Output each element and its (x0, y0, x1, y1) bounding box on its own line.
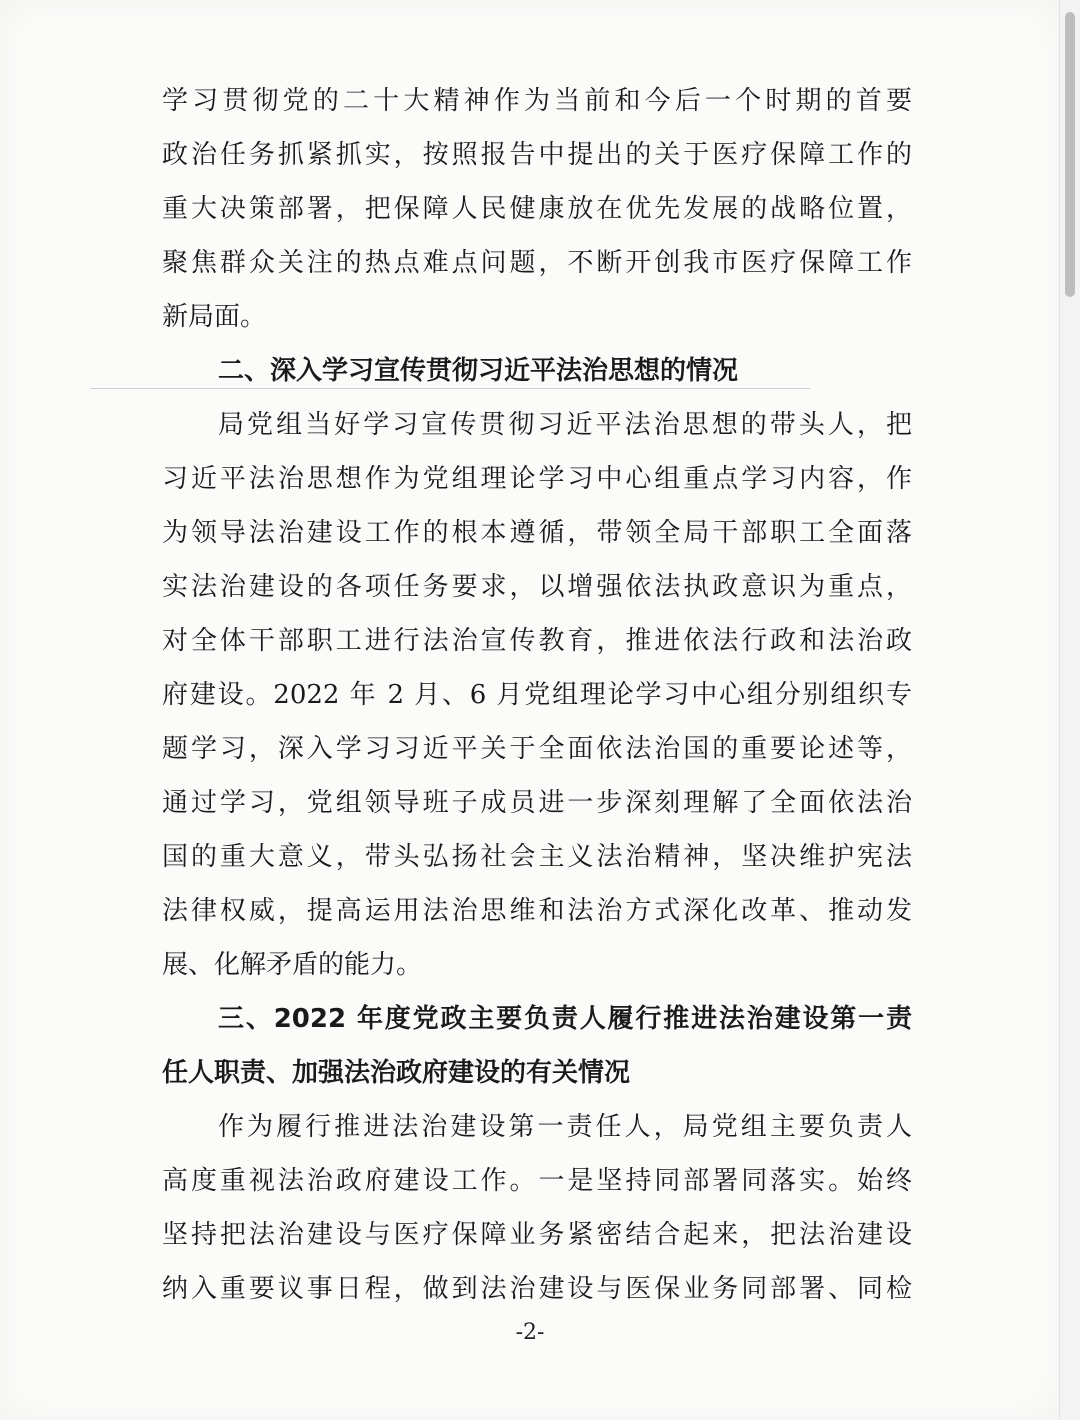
scrollbar-thumb[interactable] (1065, 12, 1075, 297)
section-heading-3-cont: 任人职责、加强法治政府建设的有关情况 (162, 1058, 631, 1088)
page-number: -2- (515, 1320, 545, 1345)
body-line: 新局面。 (162, 302, 267, 332)
scrollbar[interactable] (1059, 0, 1080, 1420)
body-line: 纳入重要议事日程，做到法治建设与医保业务同部署、同检 (162, 1274, 912, 1304)
document-body (162, 74, 912, 1316)
body-line: 对全体干部职工进行法治宣传教育，推进依法行政和法治政 (162, 626, 912, 656)
body-line: 国的重大意义，带头弘扬社会主义法治精神，坚决维护宪法 (162, 842, 912, 872)
body-line: 作为履行推进法治建设第一责任人，局党组主要负责人 (218, 1112, 912, 1142)
body-line: 重大决策部署，把保障人民健康放在优先发展的战略位置， (162, 194, 912, 224)
body-line: 坚持把法治建设与医疗保障业务紧密结合起来，把法治建设 (162, 1220, 912, 1250)
body-line: 习近平法治思想作为党组理论学习中心组重点学习内容，作 (162, 464, 912, 494)
body-line: 法律权威，提高运用法治思维和法治方式深化改革、推动发 (162, 896, 912, 926)
section-heading-2: 二、深入学习宣传贯彻习近平法治思想的情况 (218, 356, 739, 386)
body-line: 为领导法治建设工作的根本遵循，带领全局干部职工全面落 (162, 518, 912, 548)
body-line: 展、化解矛盾的能力。 (162, 950, 423, 980)
body-line: 局党组当好学习宣传贯彻习近平法治思想的带头人，把 (218, 410, 912, 440)
body-line: 高度重视法治政府建设工作。一是坚持同部署同落实。始终 (162, 1166, 912, 1196)
body-line: 通过学习，党组领导班子成员进一步深刻理解了全面依法治 (162, 788, 912, 818)
body-line: 政治任务抓紧抓实，按照报告中提出的关于医疗保障工作的 (162, 140, 912, 170)
body-line: 题学习，深入学习习近平关于全面依法治国的重要论述等， (162, 734, 912, 764)
body-line: 府建设。2022 年 2 月、6 月党组理论学习中心组分别组织专 (162, 680, 912, 710)
body-line: 聚焦群众关注的热点难点问题，不断开创我市医疗保障工作 (162, 248, 912, 278)
section-heading-3: 三、2022 年度党政主要负责人履行推进法治建设第一责 (218, 1004, 912, 1034)
body-line: 学习贯彻党的二十大精神作为当前和今后一个时期的首要 (162, 86, 912, 116)
body-line: 实法治建设的各项任务要求，以增强依法执政意识为重点， (162, 572, 912, 602)
